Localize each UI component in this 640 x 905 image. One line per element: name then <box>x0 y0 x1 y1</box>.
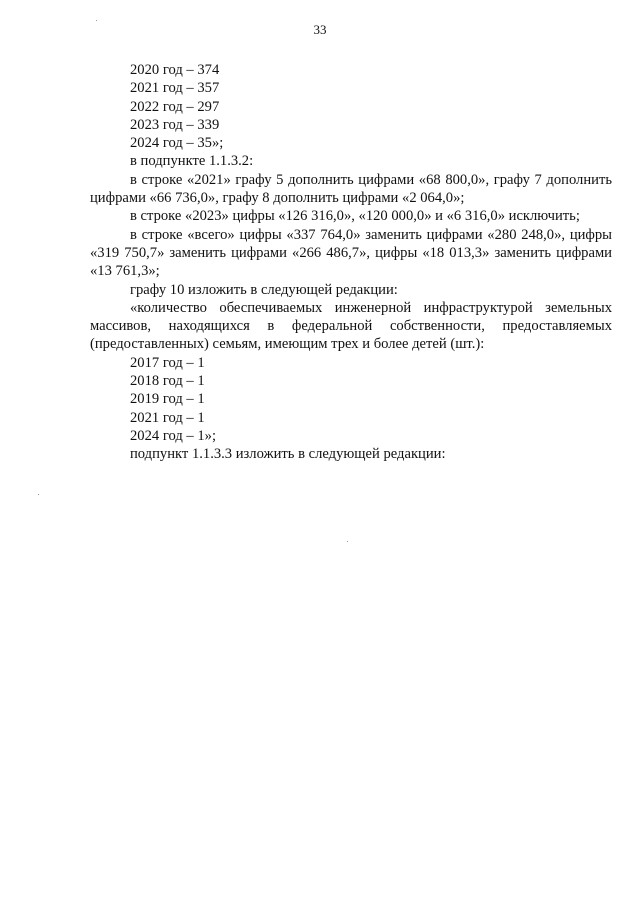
scan-speck <box>347 541 348 542</box>
paragraph-line: подпункт 1.1.3.3 изложить в следующей редакции: <box>130 446 446 463</box>
year-line: 2019 год – 1 <box>130 391 205 408</box>
scan-speck <box>96 20 97 21</box>
year-line: 2021 год – 357 <box>130 80 220 97</box>
quote-line: массивов, находящихся в федеральной собственности, предоставляемых <box>90 318 612 335</box>
paragraph-line: «13 761,3»; <box>90 263 160 280</box>
document-body <box>90 61 612 464</box>
year-line: 2024 год – 35»; <box>130 135 224 152</box>
year-line: 2024 год – 1»; <box>130 427 217 444</box>
subpoint-heading: в подпункте 1.1.3.2: <box>130 153 254 170</box>
year-line: 2022 год – 297 <box>130 98 220 115</box>
year-line: 2017 год – 1 <box>130 354 205 371</box>
year-line: 2018 год – 1 <box>130 373 205 390</box>
paragraph-line: графу 10 изложить в следующей редакции: <box>130 281 398 298</box>
year-line: 2020 год – 374 <box>130 62 220 78</box>
page-number: 33 <box>313 22 327 37</box>
year-line: 2023 год – 339 <box>130 116 220 133</box>
paragraph-line: в строке «2021» графу 5 дополнить цифрами «68 800,0», графу 7 дополнить <box>130 171 612 188</box>
paragraph-line: в строке «2023» цифры «126 316,0», «120 000,0» и «6 316,0» исключить; <box>130 208 580 225</box>
paragraph-line: в строке «всего» цифры «337 764,0» заменить цифрами «280 248,0», цифры <box>130 226 612 243</box>
scan-speck <box>38 494 39 495</box>
paragraph-line: цифрами «66 736,0», графу 8 дополнить цифрами «2 064,0»; <box>90 190 465 207</box>
paragraph-line: «319 750,7» заменить цифрами «266 486,7», цифры «18 013,3» заменить цифрами <box>90 244 612 261</box>
quote-line: (предоставленных) семьям, имеющим трех и более детей (шт.): <box>90 336 485 353</box>
quote-line: «количество обеспечиваемых инженерной инфраструктурой земельных <box>130 299 612 316</box>
year-line: 2021 год – 1 <box>130 409 205 426</box>
